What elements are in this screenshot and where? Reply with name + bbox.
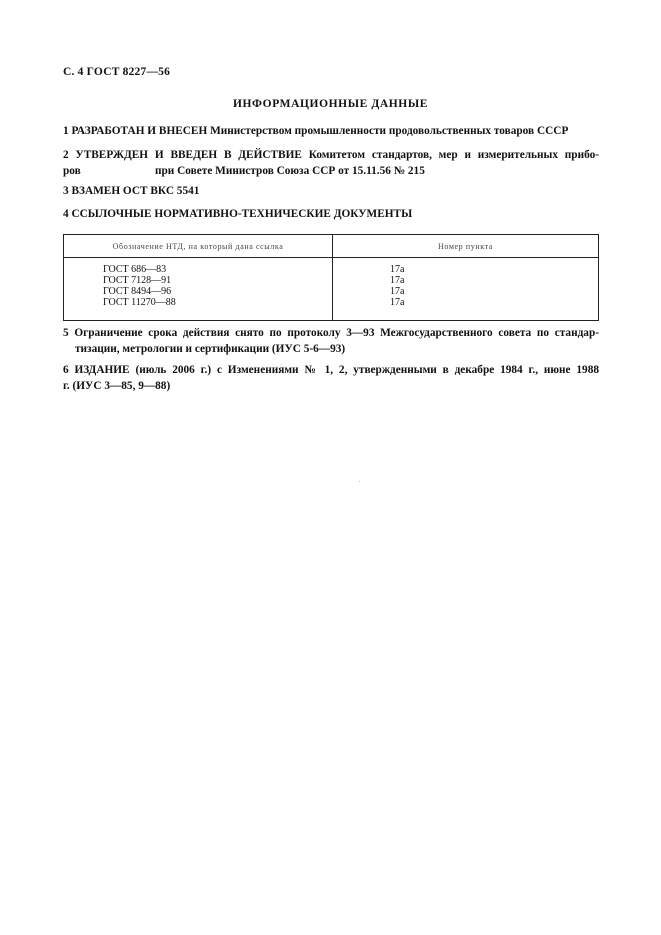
table-cell-designation: ГОСТ 11270—88 [103,297,176,308]
item-limitation [63,325,599,357]
item-refs-heading [63,206,599,222]
item-limitation-line2: тизации, метрологии и сертификации (ИУС 5-6—93) [75,343,346,355]
clause-column [333,258,599,321]
item-approved-line1: 2 УТВЕРЖДЕН И ВВЕДЕН В ДЕЙСТВИЕ Комитетом стандартов, мер и измерительных прибо- [63,149,599,161]
item-approved [63,147,599,179]
table-cell-clause: 17а [390,275,405,286]
item-edition [63,362,599,394]
item-edition-line2: г. (ИУС 3—85, 9—88) [63,380,171,392]
table-header-row [64,235,599,258]
item-developed-text: 1 РАЗРАБОТАН И ВНЕСЕН Министерством промышленности продовольственных товаров СССР [63,125,569,137]
references-table [63,234,599,321]
table-body-row [64,258,599,321]
item-developed [63,123,599,139]
designation-column [64,258,333,321]
item-approved-line2-rest: при Совете Министров Союза ССР от 15.11.56 № 215 [155,165,425,177]
item-approved-line2 [63,165,425,177]
table-cell-clause: 17а [390,297,405,308]
table-cell-designation: ГОСТ 8494—96 [103,286,172,297]
table-header-designation: Обозначение НТД, на который дана ссылка [64,235,333,258]
item-replaced [63,183,599,199]
section-title: ИНФОРМАЦИОННЫЕ ДАННЫЕ [232,98,429,110]
table-cell-clause: 17а [390,286,405,297]
item-replaced-text: 3 ВЗАМЕН ОСТ ВКС 5541 [63,185,200,197]
item-limitation-line1: 5 Ограничение срока действия снято по протоколу 3—93 Межгосударственного совета по стандар- [63,327,599,339]
page-header: С. 4 ГОСТ 8227—56 [63,66,171,78]
item-edition-line1: 6 ИЗДАНИЕ (июль 2006 г.) с Изменениями № 1, 2, утвержденными в декабре 1984 г., июне 1988 [63,364,599,376]
item-approved-line2-start: ров [63,165,81,177]
table-cell-designation: ГОСТ 686—83 [103,264,167,275]
scan-speck [359,481,360,482]
table-cell-designation: ГОСТ 7128—91 [103,275,172,286]
table-cell-clause: 17а [390,264,405,275]
refs-heading-text: 4 ССЫЛОЧНЫЕ НОРМАТИВНО-ТЕХНИЧЕСКИЕ ДОКУМЕНТЫ [63,208,413,220]
table-header-clause: Номер пункта [333,235,599,258]
